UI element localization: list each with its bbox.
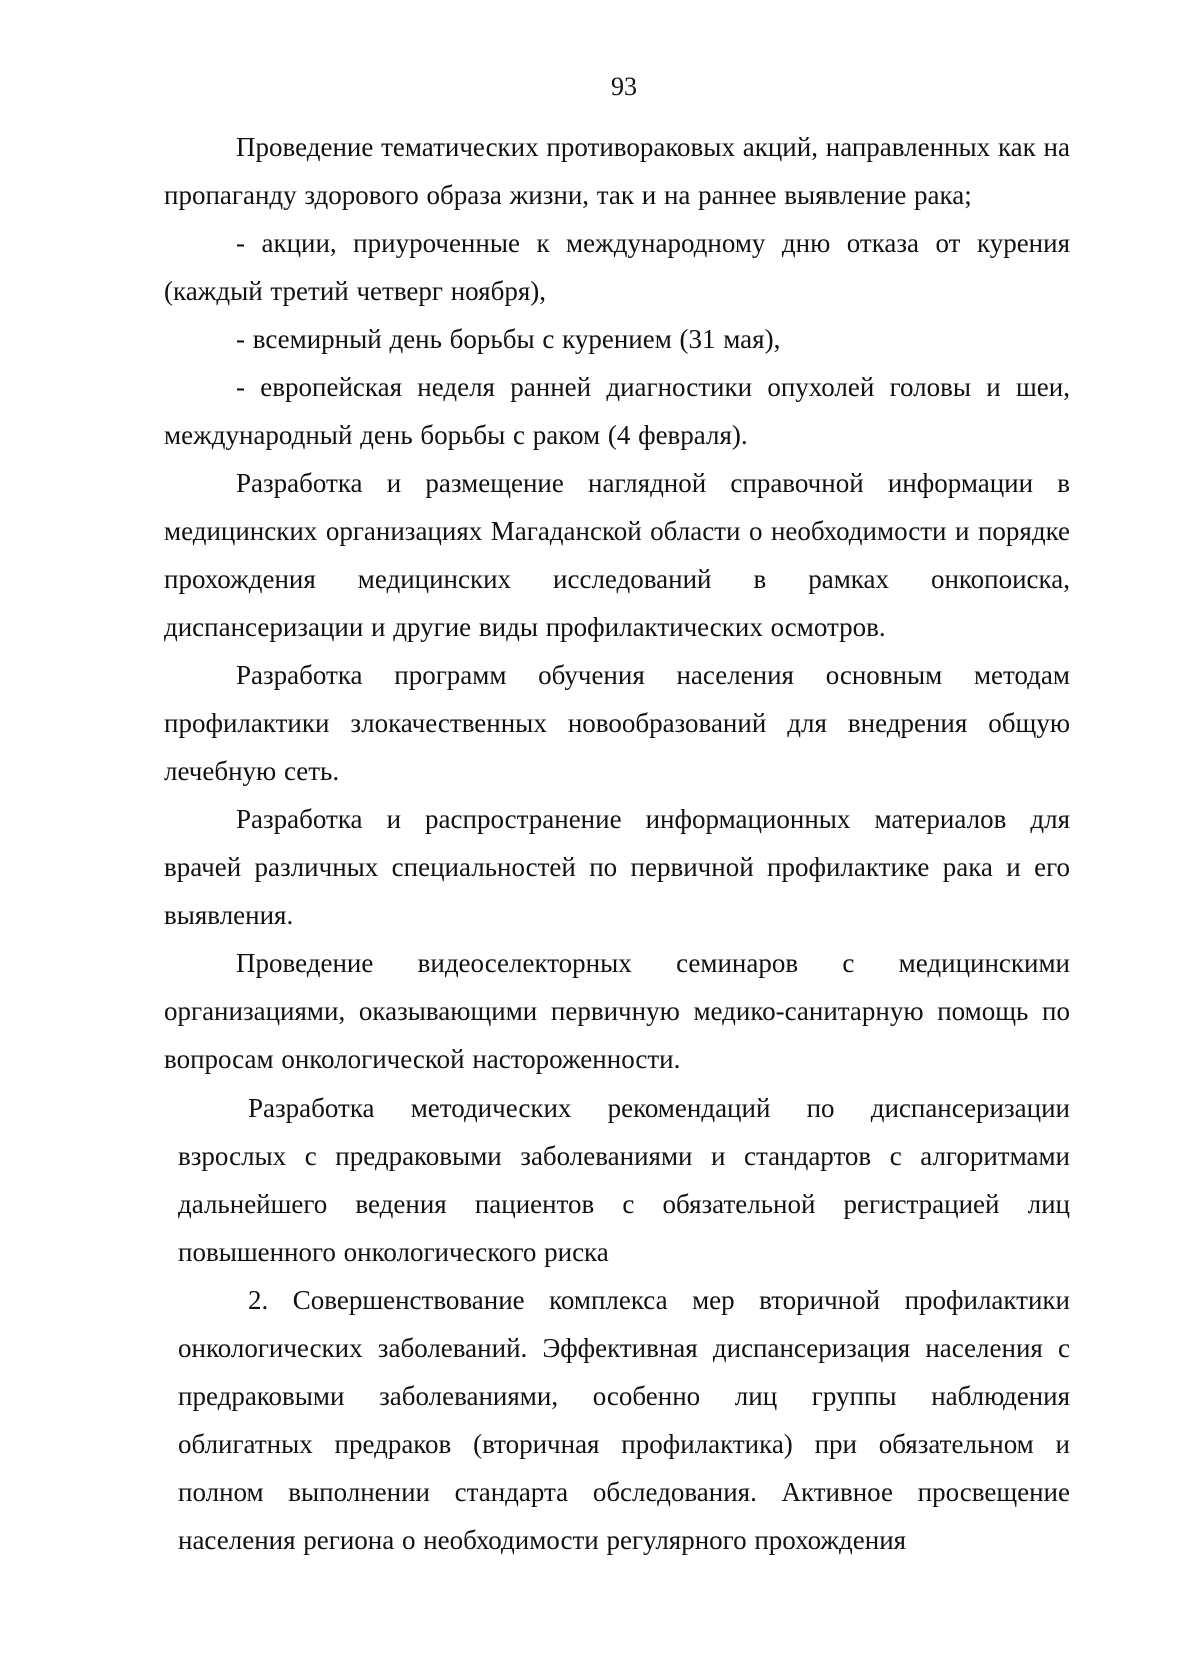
list-item-head-neck-week: - европейская неделя ранней диагностики опухолей головы и шеи, международный день борьбы с раком (4 февраля). — [164, 372, 1070, 450]
paragraph-reference-information: Разработка и размещение наглядной справочной информации в медицинских организациях Магаданской области о необходимости и порядке прохождения медицинских исследований в рамках онкопоиска, диспансеризации и другие виды профилактических осмотров. — [164, 468, 1070, 642]
paragraph-training-programs: Разработка программ обучения населения основным методам профилактики злокачественных новообразований для внедрения общую лечебную сеть. — [164, 660, 1070, 786]
paragraph-information-materials: Разработка и распространение информационных материалов для врачей различных специальностей по первичной профилактике рака и его выявления. — [164, 804, 1070, 930]
paragraph-video-seminars: Проведение видеоселекторных семинаров с медицинскими организациями, оказывающими первичную медико-санитарную помощь по вопросам онкологической настороженности. — [164, 948, 1070, 1074]
paragraph-secondary-prevention: 2. Совершенствование комплекса мер вторичной профилактики онкологических заболеваний. Эффективная диспансеризация населения с предраковыми заболеваниями, особенно лиц группы наблюдения облигатных предраков (вторичная профилактика) при обязательном и полном выполнении стандарта обследования. Активное просвещение населения региона о необходимости регулярного прохождения — [178, 1285, 1070, 1555]
page-number: 93 — [611, 72, 637, 101]
paragraph-methodical-recommendations: Разработка методических рекомендаций по диспансеризации взрослых с предраковыми заболеваниями и стандартов с алгоритмами дальнейшего ведения пациентов с обязательной регистрацией лиц повышенного онкологического риска — [178, 1093, 1070, 1267]
list-item-world-no-tobacco-day: - всемирный день борьбы с курением (31 мая), — [236, 324, 781, 354]
paragraph-anticancer-campaigns: Проведение тематических противораковых акций, направленных как на пропаганду здорового образа жизни, так и на раннее выявление рака; — [164, 132, 1070, 210]
list-item-no-smoking-day: - акции, приуроченные к международному дню отказа от курения (каждый третий четверг ноября), — [164, 228, 1070, 306]
